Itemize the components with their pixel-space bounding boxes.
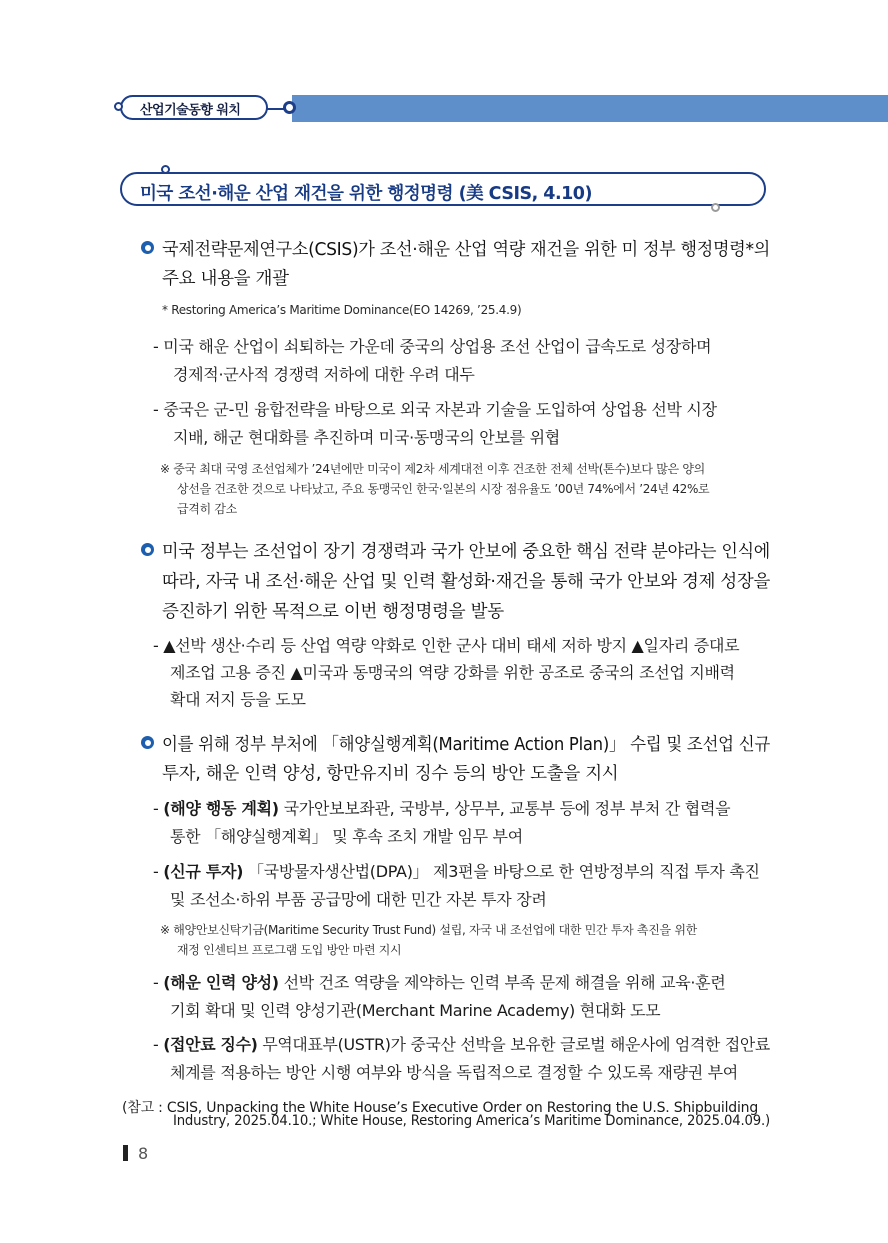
reference-line1: (참고 : CSIS, Unpacking the White House’s Executive Order on Restoring the U.S. Shipbuilding (122, 1100, 759, 1116)
item-investment-text: 「국방물자생산법(DPA)」 제3편을 바탕으로 한 연방정부의 직접 투자 촉진 (243, 862, 760, 881)
header-band (292, 95, 888, 122)
page-header (0, 0, 888, 140)
bullet3-line2: 투자, 해운 인력 양성, 항만유지비 징수 등의 방안 도출을 지시 (162, 764, 619, 784)
bullet-icon (141, 736, 154, 749)
item-action-plan-line1 (153, 796, 730, 819)
item-port-fee-line1 (153, 1032, 770, 1055)
item-workforce-line1 (153, 970, 725, 993)
item-action-plan-text: 국가안보보좌관, 국방부, 상무부, 교통부 등에 정부 부처 간 협력을 (278, 799, 731, 818)
header-label: 산업기술동향 워치 (140, 103, 241, 118)
dash: - (153, 1035, 164, 1054)
section-dot-bottom (711, 203, 720, 212)
bullet3-line1: 이를 위해 정부 부처에 「해양실행계획(Maritime Action Plan)」 수립 및 조선업 신규 (162, 735, 771, 755)
dash: - (153, 799, 164, 818)
dash: - (153, 862, 164, 881)
bullet1-dash2-line1: - 중국은 군-민 융합전략을 바탕으로 외국 자본과 기술을 도입하여 상업용 선박 시장 (153, 400, 717, 419)
bullet2-line1: 미국 정부는 조선업이 장기 경쟁력과 국가 안보에 중요한 핵심 전략 분야라는 인식에 (162, 542, 771, 562)
item-action-plan-line2: 통한 「해양실행계획」 및 후속 조치 개발 임무 부여 (170, 827, 523, 846)
header-dot-right (283, 101, 296, 114)
item-workforce-line2: 기회 확대 및 인력 양성기관(Merchant Marine Academy) 현대화 도모 (170, 1001, 661, 1020)
bullet-icon (141, 241, 154, 254)
page-number: 8 (138, 1144, 149, 1163)
bullet2-dash-line3: 확대 저지 등을 도모 (170, 690, 306, 709)
dash: - (153, 973, 164, 992)
bullet2-line3: 증진하기 위한 목적으로 이번 행정명령을 발동 (162, 602, 504, 622)
bullet2-dash-line1: - ▲선박 생산·수리 등 산업 역량 약화로 인한 군사 대비 태세 저하 방지 ▲일자리 증대로 (153, 636, 740, 655)
bullet1-line1: 국제전략문제연구소(CSIS)가 조선·해운 산업 역량 재건을 위한 미 정부 행정명령*의 (162, 240, 770, 260)
header-dot-left (114, 102, 123, 111)
item-investment-line1 (153, 859, 760, 882)
bullet-icon (141, 543, 154, 556)
bullet1-dash2-line2: 지배, 해군 현대화를 추진하며 미국·동맹국의 안보를 위협 (173, 428, 560, 447)
bullet1-dash1-line1: - 미국 해운 산업이 쇠퇴하는 가운데 중국의 상업용 조선 산업이 급속도로 성장하며 (153, 337, 712, 356)
item-workforce-text: 선박 건조 역량을 제약하는 인력 부족 문제 해결을 위해 교육·훈련 (278, 973, 726, 992)
item-workforce-head: (해운 인력 양성) (163, 973, 279, 992)
item-investment-ref-line2: 재정 인센티브 프로그램 도입 방안 마련 지시 (177, 943, 402, 957)
item-investment-ref-line1: ※ 해양안보신탁기금(Maritime Security Trust Fund) 설립, 자국 내 조선업에 대한 민간 투자 촉진을 위한 (160, 923, 697, 937)
bullet2-line2: 따라, 자국 내 조선·해운 산업 및 인력 활성화·재건을 통해 국가 안보와 경제 성장을 (162, 572, 770, 592)
section-dot-top (161, 165, 170, 174)
bullet1-note: * Restoring America’s Maritime Dominance(EO 14269, ’25.4.9) (162, 303, 522, 317)
item-port-fee-text: 무역대표부(USTR)가 중국산 선박을 보유한 글로벌 해운사에 엄격한 접안료 (257, 1035, 770, 1054)
item-action-plan-head: (해양 행동 계획) (163, 799, 279, 818)
item-port-fee-line2: 체계를 적용하는 방안 시행 여부와 방식을 독립적으로 결정할 수 있도록 재량권 부여 (170, 1063, 738, 1082)
bullet1-ref-line2: 상선을 건조한 것으로 나타났고, 주요 동맹국인 한국·일본의 시장 점유율도 ’00년 74%에서 ’24년 42%로 (177, 482, 710, 496)
bullet1-dash1-line2: 경제적·군사적 경쟁력 저하에 대한 우려 대두 (173, 365, 475, 384)
page-number-marker (123, 1145, 128, 1161)
item-investment-head: (신규 투자) (163, 862, 244, 881)
bullet1-line2: 주요 내용을 개괄 (162, 269, 289, 289)
bullet1-ref-line3: 급격히 감소 (177, 502, 237, 516)
bullet1-ref-line1: ※ 중국 최대 국영 조선업체가 ’24년에만 미국이 제2차 세계대전 이후 건조한 전체 선박(톤수)보다 많은 양의 (160, 462, 705, 476)
item-port-fee-head: (접안료 징수) (163, 1035, 258, 1054)
item-investment-line2: 및 조선소·하위 부품 공급망에 대한 민간 자본 투자 장려 (170, 890, 547, 909)
section-title: 미국 조선·해운 산업 재건을 위한 행정명령 (美 CSIS, 4.10) (140, 184, 592, 204)
bullet2-dash-line2: 제조업 고용 증진 ▲미국과 동맹국의 역량 강화를 위한 공조로 중국의 조선업 지배력 (170, 663, 735, 682)
reference-line2: Industry, 2025.04.10.; White House, Restoring America’s Maritime Dominance, 2025.04.09.) (173, 1113, 770, 1129)
